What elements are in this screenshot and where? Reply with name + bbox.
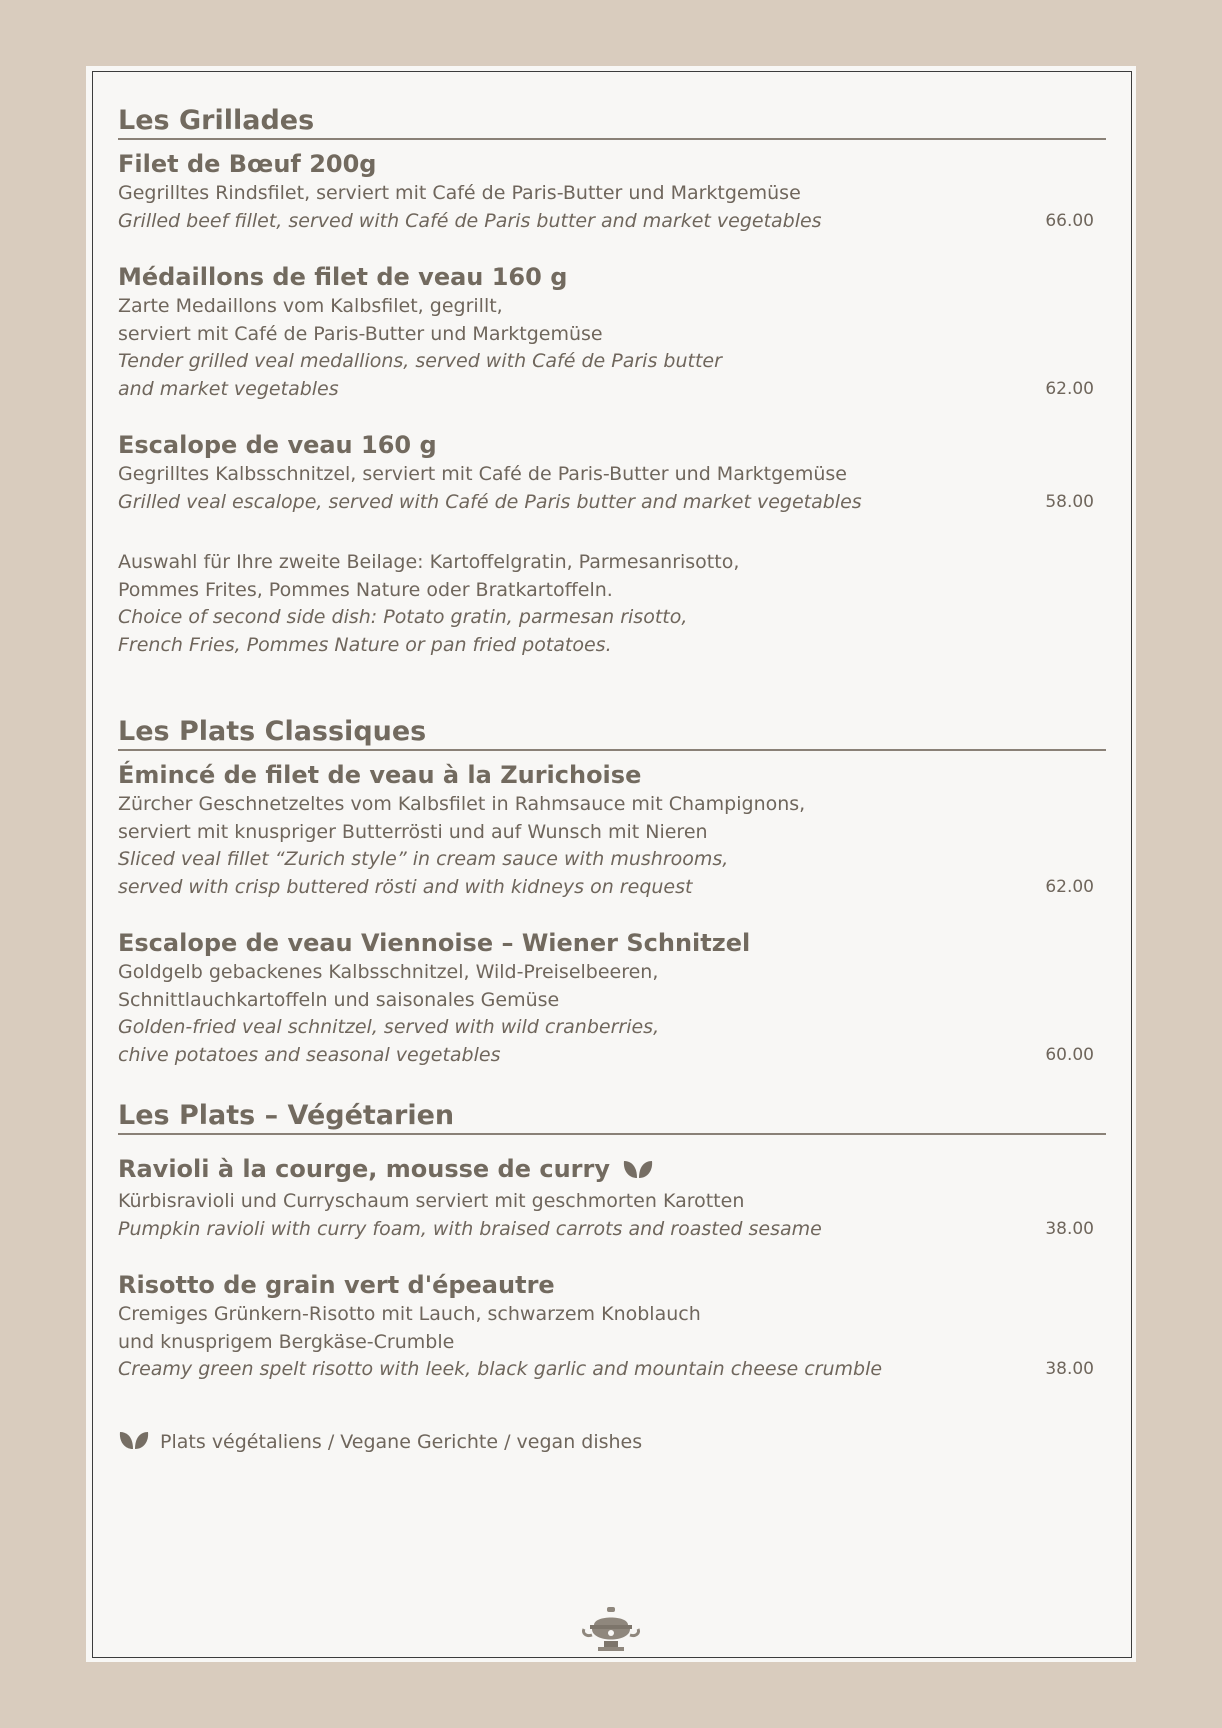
description-en: and market vegetables xyxy=(118,377,339,400)
description-en: chive potatoes and seasonal vegetables xyxy=(118,1043,501,1066)
dish-filet-de-boeuf xyxy=(118,148,1094,235)
section-grillades xyxy=(118,104,1108,659)
description-de: Kürbisravioli und Curryschaum serviert mit geschmorten Karotten xyxy=(118,1190,745,1212)
price: 58.00 xyxy=(1045,491,1094,512)
description-en: Creamy green spelt risotto with leek, black garlic and mountain cheese crumble xyxy=(118,1358,883,1380)
description-de: Cremiges Grünkern-Risotto mit Lauch, schwarzem Knoblauch xyxy=(118,1303,701,1325)
dish-ravioli xyxy=(118,1153,1094,1243)
price: 62.00 xyxy=(1045,378,1094,399)
price: 66.00 xyxy=(1045,210,1094,231)
description-en: Golden-fried veal schnitzel, served with wild cranberries, xyxy=(118,1016,660,1038)
price: 62.00 xyxy=(1045,876,1094,897)
side-dish-note xyxy=(118,549,1108,659)
description-de: Zarte Medaillons vom Kalbsfilet, gegrillt, xyxy=(118,295,503,317)
price: 60.00 xyxy=(1045,1044,1094,1065)
section-plats-classiques xyxy=(118,715,1108,1069)
dish-name-row xyxy=(118,1153,1094,1188)
section-vegetarien xyxy=(118,1099,1108,1384)
section-title: Les Plats Classiques xyxy=(118,715,1106,751)
description-en: Grilled beef fillet, served with Café de Paris butter and market vegetables xyxy=(118,209,822,232)
dish-medaillons xyxy=(118,261,1094,403)
section-title: Les Plats – Végétarien xyxy=(118,1099,1106,1135)
dish-name: Filet de Bœuf 200g xyxy=(118,150,377,178)
description-de: Goldgelb gebackenes Kalbsschnitzel, Wild-Preiselbeeren, xyxy=(118,961,659,983)
note-en: Choice of second side dish: Potato gratin, parmesan risotto, xyxy=(118,606,688,628)
dish-name: Escalope de veau Viennoise – Wiener Schnitzel xyxy=(118,929,751,957)
dish-escalope xyxy=(118,429,1094,516)
description-en: Pumpkin ravioli with curry foam, with braised carrots and roasted sesame xyxy=(118,1217,822,1240)
price: 38.00 xyxy=(1045,1359,1094,1379)
dish-wiener-schnitzel xyxy=(118,927,1094,1069)
note-de: Auswahl für Ihre zweite Beilage: Kartoffelgratin, Parmesanrisotto, xyxy=(118,551,740,573)
vegan-legend xyxy=(118,1428,1108,1459)
description-de: und knusprigem Bergkäse-Crumble xyxy=(118,1330,455,1353)
note-de: Pommes Frites, Pommes Nature oder Bratkartoffeln. xyxy=(118,578,613,601)
description-en: served with crisp buttered rösti and with kidneys on request xyxy=(118,875,693,898)
dish-name: Émincé de filet de veau à la Zurichoise xyxy=(118,761,642,789)
dish-name: Escalope de veau 160 g xyxy=(118,431,437,459)
dish-emince xyxy=(118,759,1094,901)
legend-text: Plats végétaliens / Vegane Gerichte / vegan dishes xyxy=(160,1430,643,1453)
description-de: serviert mit Café de Paris-Butter und Marktgemüse xyxy=(118,322,603,345)
description-de: Schnittlauchkartoffeln und saisonales Gemüse xyxy=(118,988,560,1011)
description-en: Sliced veal fillet “Zurich style” in cream sauce with mushrooms, xyxy=(118,848,729,870)
description-de: Gegrilltes Kalbsschnitzel, serviert mit Café de Paris-Butter und Marktgemüse xyxy=(118,463,847,485)
section-title: Les Grillades xyxy=(118,104,1106,140)
menu-content xyxy=(118,104,1108,1459)
description-de: Gegrilltes Rindsfilet, serviert mit Café de Paris-Butter und Marktgemüse xyxy=(118,182,801,204)
tureen-emblem-icon xyxy=(580,1605,642,1659)
leaf-icon xyxy=(118,1429,150,1459)
leaf-icon xyxy=(622,1156,654,1188)
description-de: serviert mit knuspriger Butterrösti und auf Wunsch mit Nieren xyxy=(118,820,708,843)
description-en: Grilled veal escalope, served with Café de Paris butter and market vegetables xyxy=(118,490,862,513)
dish-name: Ravioli à la courge, mousse de curry xyxy=(118,1155,610,1183)
description-de: Zürcher Geschnetzeltes vom Kalbsfilet in Rahmsauce mit Champignons, xyxy=(118,793,806,815)
dish-risotto xyxy=(118,1269,1094,1384)
price: 38.00 xyxy=(1045,1218,1094,1239)
dish-name: Risotto de grain vert d'épeautre xyxy=(118,1271,555,1299)
description-en: Tender grilled veal medallions, served with Café de Paris butter xyxy=(118,350,722,372)
dish-name: Médaillons de filet de veau 160 g xyxy=(118,263,568,291)
note-en: French Fries, Pommes Nature or pan fried potatoes. xyxy=(118,633,612,656)
